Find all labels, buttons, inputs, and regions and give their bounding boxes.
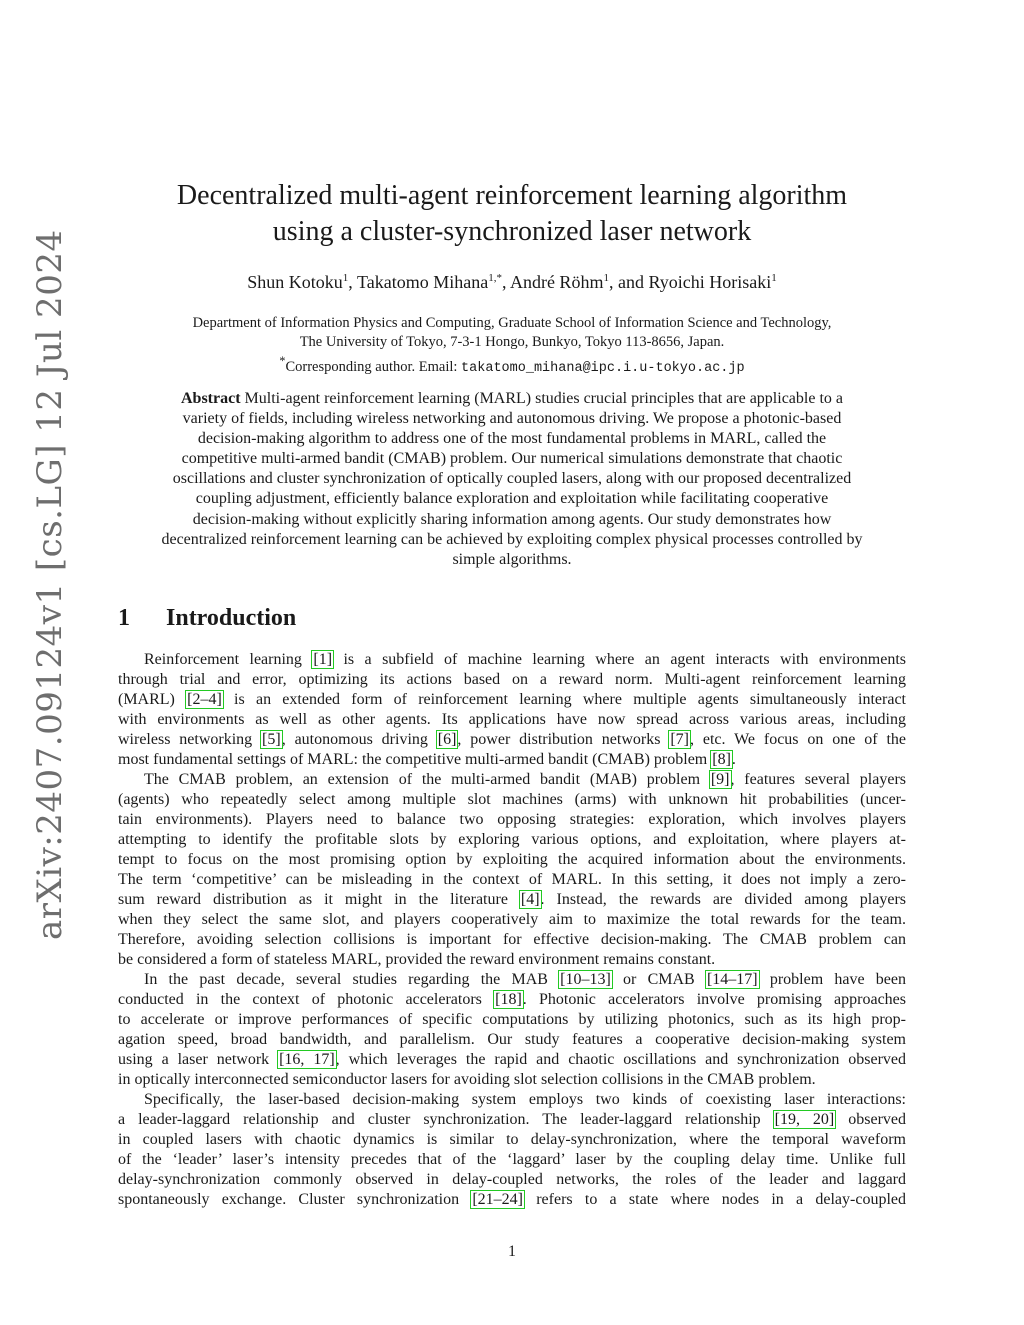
text-run: problem have been (758, 971, 906, 988)
abstract-line (118, 429, 906, 449)
abstract-text: decentralized reinforcement learning can be achieved by exploiting complex physical processes controlled by (161, 530, 863, 548)
section-number: 1 (118, 605, 130, 631)
text-run: is an extended form of reinforcement learning where multiple agents simultaneously interact (222, 691, 906, 708)
text-run: , features several players (730, 771, 906, 788)
text-run: of the ‘leader’ laser’s intensity precedes that of the ‘laggard’ laser by the coupling delay time. Unlike full (118, 1151, 906, 1168)
abstract-text: coupling adjustment, efficiently balance exploration and exploitation while facilitating cooperative (195, 490, 829, 508)
text-line (118, 950, 906, 970)
corresponding-author-line (118, 352, 906, 378)
corresponding-mark: * (279, 354, 286, 368)
text-line (118, 1130, 906, 1150)
text-run: wireless networking (118, 731, 262, 748)
author-affiliation-mark: 1 (603, 272, 609, 284)
text-line (118, 890, 906, 910)
abstract-line (118, 389, 906, 409)
text-run: The term ‘competitive’ can be misleading in the context of MARL. In this setting, it does not imply a zero- (118, 871, 906, 888)
text-run: is a subfield of machine learning where an agent interacts with environments (333, 651, 906, 668)
citation-link[interactable]: [14–17] (706, 971, 758, 988)
text-line (118, 1110, 906, 1130)
text-run: . Photonic accelerators involve promising approaches (522, 991, 906, 1008)
text-line (118, 850, 906, 870)
text-line (118, 650, 906, 670)
citation-link[interactable]: [6] (437, 731, 457, 748)
citation-link[interactable]: [19, 20] (774, 1111, 835, 1128)
author-separator: , and (608, 272, 649, 292)
affiliation-line: Department of Information Physics and Computing, Graduate School of Information Science and Technology, (192, 315, 832, 331)
text-line (118, 1070, 906, 1090)
text-run: Therefore, avoiding selection collisions is important for effective decision-making. The CMAB problem can (118, 931, 906, 948)
abstract (118, 389, 906, 570)
text-line (118, 710, 906, 730)
text-line (118, 830, 906, 850)
author-affiliation-mark: 1,* (488, 272, 502, 284)
section-title: Introduction (166, 605, 297, 631)
text-line (118, 1150, 906, 1170)
author-separator: , (501, 272, 510, 292)
text-line (118, 970, 906, 990)
title-line: Decentralized multi-agent reinforcement learning algorithm (176, 180, 848, 211)
author-list (118, 272, 906, 293)
affiliation-block (118, 314, 906, 378)
author-affiliation-mark: 1 (771, 272, 777, 284)
text-line (118, 770, 906, 790)
abstract-text: competitive multi-armed bandit (CMAB) problem. Our numerical simulations demonstrate that chaotic (181, 450, 843, 468)
section-heading (118, 605, 296, 632)
text-line (118, 690, 906, 710)
author-name: André Röhm (509, 272, 604, 292)
text-line (118, 870, 906, 890)
text-run: most fundamental settings of MARL: the competitive multi-armed bandit (CMAB) problem (118, 751, 712, 768)
text-line (118, 1090, 906, 1110)
abstract-line (118, 449, 906, 469)
text-line (118, 1010, 906, 1030)
text-run: conducted in the context of photonic accelerators (118, 991, 495, 1008)
text-run: or CMAB (611, 971, 706, 988)
abstract-line (118, 530, 906, 550)
arxiv-identifier: arXiv:2407.09124v1 [cs.LG] 12 Jul 2024 (30, 229, 70, 940)
abstract-label: Abstract (181, 390, 241, 407)
text-run: , autonomous driving (281, 731, 437, 748)
citation-link[interactable]: [10–13] (560, 971, 611, 988)
citation-link[interactable]: [21–24] (472, 1191, 523, 1208)
citation-link[interactable]: [2–4] (187, 691, 222, 708)
text-run: attempting to identify the profitable slots by exploring various options, and exploitation, where players at- (118, 831, 906, 848)
abstract-text: oscillations and cluster synchronization of optically coupled lasers, along with our proposed decentralized (172, 470, 852, 488)
text-run: Specifically, the laser-based decision-making system employs two kinds of coexisting laser interactions: (144, 1091, 906, 1108)
text-run: in coupled lasers with chaotic dynamics is similar to delay-synchronization, where the temporal waveform (118, 1131, 906, 1148)
abstract-text: decision-making algorithm to address one of the most fundamental problems in MARL, called the (197, 430, 827, 448)
abstract-line (118, 409, 906, 429)
text-run: using a laser network (118, 1051, 279, 1068)
abstract-line (118, 510, 906, 530)
text-run: through trial and error, optimizing its actions based on a reward norm. Multi-agent reinforcement learning (118, 671, 906, 688)
text-run: (MARL) (118, 691, 187, 708)
text-run: Reinforcement learning (144, 651, 313, 668)
page-number: 1 (508, 1243, 516, 1260)
introduction-body (118, 650, 906, 1210)
citation-link[interactable]: [8] (712, 751, 731, 768)
text-line (118, 1190, 906, 1210)
text-run: , etc. We focus on one of the (689, 731, 906, 748)
citation-link[interactable]: [4] (520, 891, 540, 908)
text-run: refers to a state where nodes in a delay-coupled (523, 1191, 906, 1208)
author-name: Ryoichi Horisaki (648, 272, 772, 292)
citation-link[interactable]: [7] (670, 731, 689, 748)
text-run: with environments as well as other agents. Its applications have now spread across various areas, including (118, 711, 906, 728)
text-run: , which leverages the rapid and chaotic oscillations and synchronization observed (335, 1051, 906, 1068)
citation-link[interactable]: [1] (313, 651, 333, 668)
text-line (118, 910, 906, 930)
text-line (118, 1030, 906, 1050)
text-run: (agents) who repeatedly select among multiple slot machines (arms) with unknown hit probabilities (uncer- (118, 791, 906, 808)
text-line (118, 990, 906, 1010)
text-run: The CMAB problem, an extension of the multi-armed bandit (MAB) problem (144, 771, 710, 788)
text-line (118, 790, 906, 810)
title-line: using a cluster-synchronized laser network (272, 216, 752, 247)
text-run: in optically interconnected semiconductor lasers for avoiding slot selection collisions in the CMAB problem. (118, 1071, 816, 1088)
text-line (118, 810, 906, 830)
text-line (118, 1170, 906, 1190)
citation-link[interactable]: [16, 17] (279, 1051, 335, 1068)
corresponding-label: Corresponding author. Email: (285, 358, 462, 375)
author-name: Takatomo Mihana (356, 272, 489, 292)
email-link[interactable]: takatomo_mihana@ipc.i.u-tokyo.ac.jp (461, 360, 745, 376)
text-run: tain environments). Players need to balance two opposing strategies: exploration, which involves players (118, 811, 906, 828)
abstract-line (118, 469, 906, 489)
text-run: , power distribution networks (457, 731, 670, 748)
citation-link[interactable]: [5] (262, 731, 281, 748)
text-line (118, 670, 906, 690)
text-run: tempt to focus on the most promising option by exploiting the acquired information about the environments. (118, 851, 906, 868)
text-run: agation speed, broad bandwidth, and parallelism. Our study features a cooperative decision-making system (118, 1031, 906, 1048)
text-run: when they select the same slot, and players cooperatively aim to maximize the total rewards for the team. (118, 911, 906, 928)
affiliation-line: The University of Tokyo, 7-3-1 Hongo, Bunkyo, Tokyo 113-8656, Japan. (299, 334, 725, 350)
abstract-text: variety of fields, including wireless networking and autonomous driving. We propose a photonic-based (182, 410, 842, 428)
text-line (118, 750, 906, 770)
text-line (118, 1050, 906, 1070)
text-run: In the past decade, several studies regarding the MAB (144, 971, 560, 988)
text-run: . Instead, the rewards are divided among players (540, 891, 906, 908)
text-run: sum reward distribution as it might in the literature (118, 891, 520, 908)
text-run: delay-synchronization commonly observed in delay-coupled networks, the roles of the leader and laggard (118, 1171, 906, 1188)
paper-title (118, 178, 906, 250)
citation-link[interactable]: [18] (495, 991, 522, 1008)
text-line (118, 730, 906, 750)
abstract-text: decision-making without explicitly sharing information among agents. Our study demonstrates how (192, 510, 832, 528)
text-run: . (731, 751, 736, 768)
text-run: a leader-laggard relationship and cluster synchronization. The leader-laggard relationship (118, 1111, 774, 1128)
text-run: be considered a form of stateless MARL, provided the reward environment remains constant. (118, 951, 716, 968)
text-line (118, 930, 906, 950)
abstract-text: Multi-agent reinforcement learning (MARL) studies crucial principles that are applicable to a (240, 390, 843, 407)
text-run: to accelerate or improve performances of specific computations by utilizing photonics, such as its high prop- (118, 1011, 906, 1028)
author-separator: , (348, 272, 357, 292)
abstract-text: simple algorithms. (452, 550, 572, 568)
abstract-line (118, 550, 906, 570)
text-run: observed (835, 1111, 906, 1128)
text-run: spontaneously exchange. Cluster synchronization (118, 1191, 472, 1208)
abstract-line (118, 489, 906, 509)
author-affiliation-mark: 1 (342, 272, 349, 284)
citation-link[interactable]: [9] (710, 771, 730, 788)
author-name: Shun Kotoku (247, 272, 343, 292)
